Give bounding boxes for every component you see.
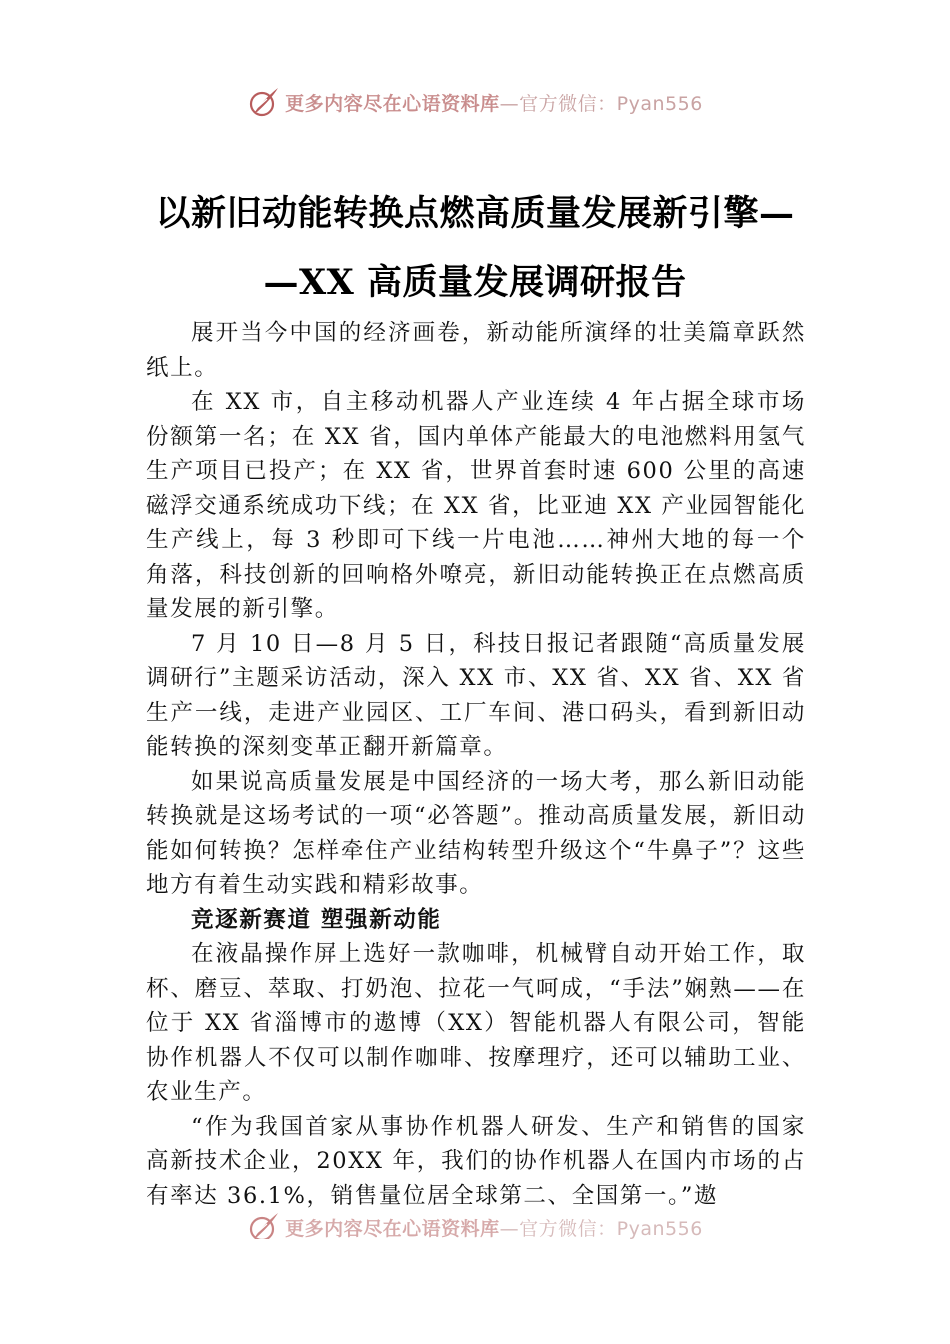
watermark-content-bottom bbox=[247, 1210, 703, 1239]
watermark-text-rest: —官方微信：Pyan556 bbox=[499, 92, 703, 115]
quill-logo-icon bbox=[247, 85, 281, 119]
watermark-text bbox=[285, 89, 703, 116]
quill-logo-icon bbox=[247, 1210, 281, 1239]
watermark-text-rest: —官方微信：Pyan556 bbox=[499, 1217, 703, 1239]
watermark-banner-bottom bbox=[0, 1205, 950, 1239]
document-body bbox=[146, 316, 806, 1213]
paragraph-examples: 在 XX 市，自主移动机器人产业连续 4 年占据全球市场份额第一名；在 XX 省，国内单体产能最大的电池燃料用氢气生产项目已投产；在 XX 省，世界首套时速 600 公里的高速磁浮交通系统成功下线；在 XX 省，比亚迪 XX 产业园智能化生产线上，每 3 秒即可下线一片电池……神州大地的每一个角落，科技创新的回响格外嘹亮，新旧动能转换正在点燃高质量发展的新引擎。 bbox=[146, 389, 806, 622]
watermark-text-main: 更多内容尽在心语资料库 bbox=[285, 92, 500, 115]
paragraph-quote: “作为我国首家从事协作机器人研发、生产和销售的国家高新技术企业，20XX 年，我们的协作机器人在国内市场的占有率达 36.1%，销售量位居全球第二、全国第一。”遨 bbox=[146, 1113, 806, 1209]
paragraph-question: 如果说高质量发展是中国经济的一场大考，那么新旧动能转换就是这场考试的一项“必答题”。推动高质量发展，新旧动能如何转换？怎样牵住产业结构转型升级这个“牛鼻子”？这些地方有着生动实践和精彩故事。 bbox=[146, 768, 806, 898]
watermark-banner-top bbox=[0, 82, 950, 122]
watermark-text-main: 更多内容尽在心语资料库 bbox=[285, 1217, 500, 1239]
document-title-line-2: —XX 高质量发展调研报告 bbox=[263, 262, 687, 303]
document-title-line-1: 以新旧动能转换点燃高质量发展新引擎— bbox=[155, 193, 795, 234]
paragraph-schedule: 7 月 10 日—8 月 5 日，科技日报记者跟随“高质量发展调研行”主题采访活动，深入 XX 市、XX 省、XX 省、XX 省生产一线，走进产业园区、工厂车间、港口码头，看到新旧动能转换的深刻变革正翻开新篇章。 bbox=[146, 630, 806, 760]
watermark-content bbox=[247, 85, 703, 119]
watermark-text bbox=[285, 1214, 703, 1240]
paragraph-intro: 展开当今中国的经济画卷，新动能所演绎的壮美篇章跃然纸上。 bbox=[146, 320, 806, 381]
paragraph-coffee-robot: 在液晶操作屏上选好一款咖啡，机械臂自动开始工作，取杯、磨豆、萃取、打奶泡、拉花一气呵成，“手法”娴熟——在位于 XX 省淄博市的遨博（XX）智能机器人有限公司，智能协作机器人不仅可以制作咖啡、按摩理疗，还可以辅助工业、农业生产。 bbox=[146, 941, 806, 1105]
section-heading: 竞逐新赛道 塑强新动能 bbox=[191, 906, 442, 933]
